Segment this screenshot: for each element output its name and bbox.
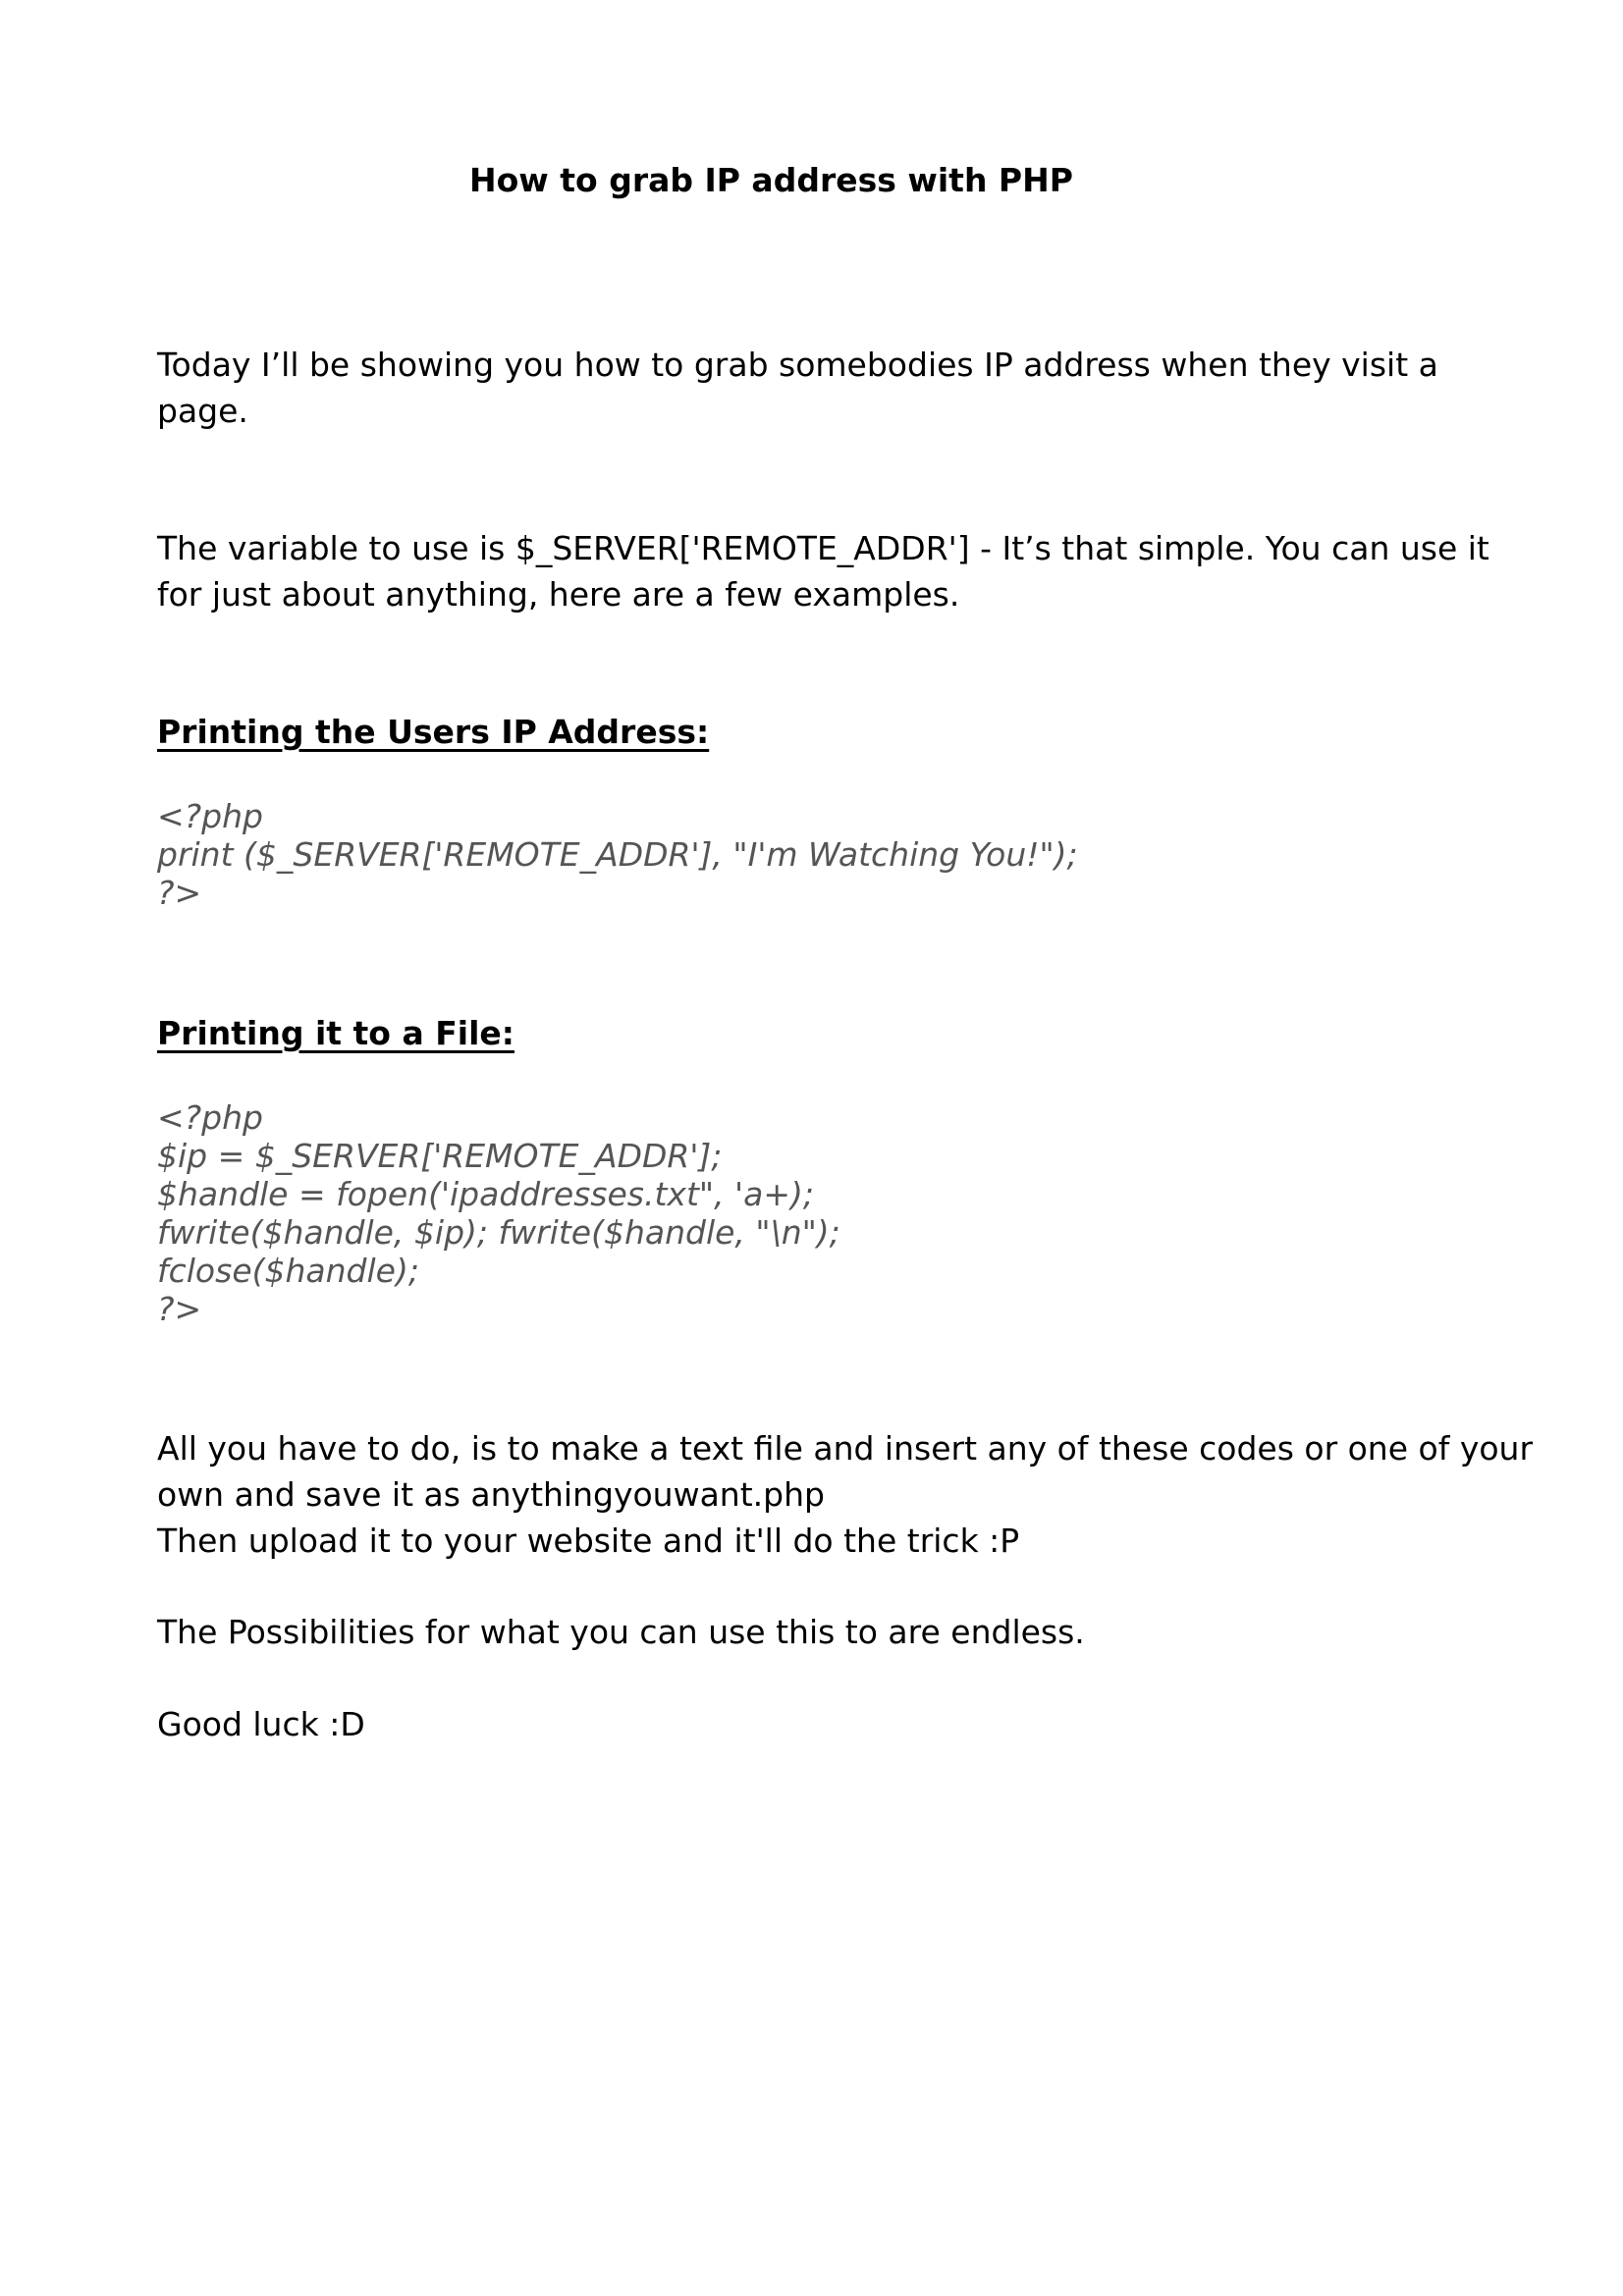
closing-paragraph — [157, 1425, 1534, 1564]
section-heading-print-file: Printing it to a File: — [157, 1014, 514, 1052]
code-line: fclose($handle); — [157, 1252, 419, 1290]
closing-paragraph-line: All you have to do, is to make a text file and insert any of these codes or one of your — [157, 1429, 1534, 1468]
code-block-print-ip — [157, 797, 1078, 912]
possibilities-paragraph: The Possibilities for what you can use this to are endless. — [157, 1613, 1085, 1651]
variable-paragraph — [157, 525, 1492, 617]
code-line: <?php — [157, 1098, 263, 1137]
code-line: fwrite($handle, $ip); fwrite($handle, "\n"); — [157, 1213, 840, 1252]
intro-paragraph: Today I’ll be showing you how to grab somebodies IP address when they visit a page. — [157, 346, 1438, 430]
variable-paragraph-line: The variable to use is $_SERVER['REMOTE_ADDR'] - It’s that simple. You can use it — [157, 529, 1489, 567]
code-line: $ip = $_SERVER['REMOTE_ADDR']; — [157, 1137, 723, 1175]
code-line: ?> — [157, 1290, 202, 1328]
code-line: <?php — [157, 797, 263, 835]
code-line: print ($_SERVER['REMOTE_ADDR'], "I'm Watching You!"); — [157, 835, 1078, 874]
section-heading-print-ip: Printing the Users IP Address: — [157, 713, 710, 751]
closing-paragraph-line: own and save it as anythingyouwant.php — [157, 1475, 825, 1514]
signoff-paragraph: Good luck :D — [157, 1705, 365, 1743]
closing-paragraph-line: Then upload it to your website and it'll do the trick :P — [157, 1522, 1020, 1560]
code-line: $handle = fopen('ipaddresses.txt", 'a+); — [157, 1175, 814, 1213]
page-title: How to grab IP address with PHP — [469, 161, 1073, 199]
code-block-print-file — [157, 1098, 840, 1328]
code-line: ?> — [157, 874, 202, 912]
variable-paragraph-line: for just about anything, here are a few examples. — [157, 575, 960, 614]
